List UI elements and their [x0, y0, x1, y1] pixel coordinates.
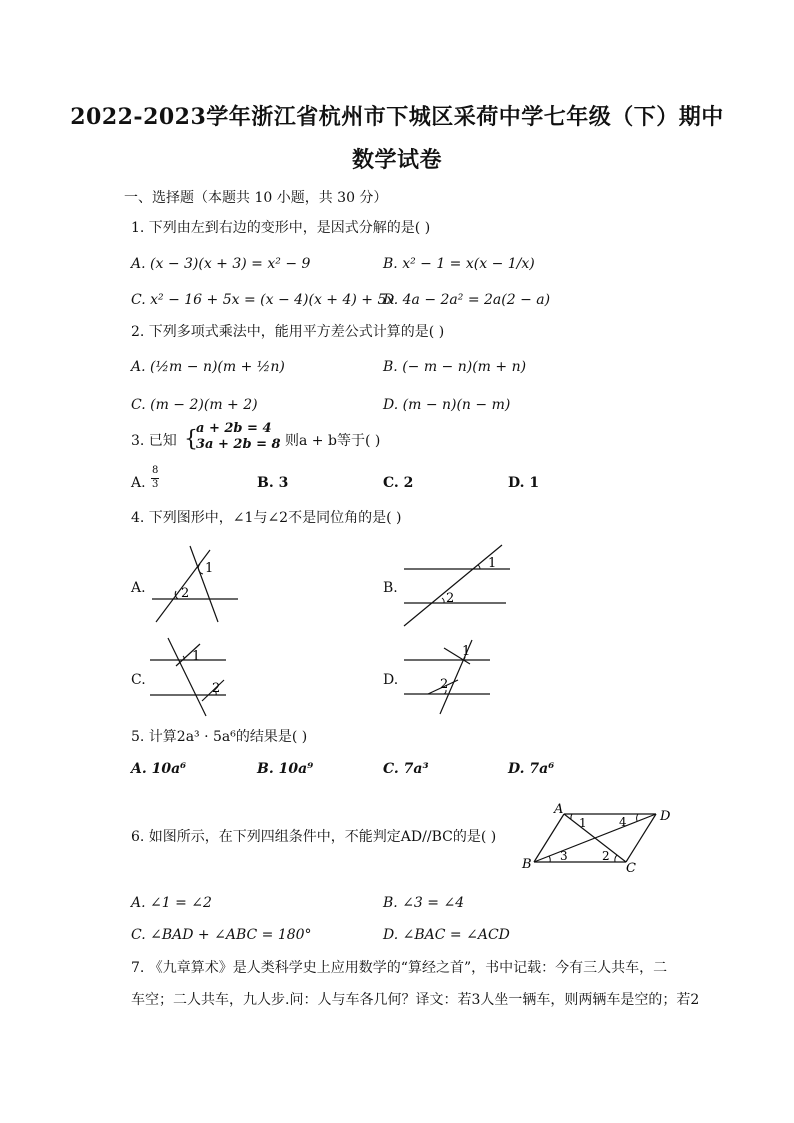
q6-point-b: B: [522, 857, 532, 872]
q4-figure-c: [148, 636, 230, 718]
q6-angle-3: 3: [560, 849, 568, 863]
q6-point-d: D: [660, 809, 671, 824]
q6-option-c: C. ∠BAD + ∠ABC = 180°: [131, 927, 312, 943]
q5-option-b: B. 10a⁹: [257, 761, 314, 777]
q6-option-d: D. ∠BAC = ∠ACD: [383, 927, 510, 943]
q4-option-a-label: A.: [131, 580, 146, 596]
q2-option-a: A. (½m − n)(m + ½n): [131, 359, 285, 375]
q6-angle-1: 1: [579, 816, 587, 830]
q4-option-b-label: B.: [383, 580, 398, 596]
q6-option-b: B. ∠3 = ∠4: [383, 895, 465, 911]
q6-parallelogram-figure: [518, 802, 676, 874]
q3-prefix: 3. 已知: [131, 433, 177, 449]
q4-figure-d: [400, 636, 495, 718]
q4c-angle-2: 2: [212, 681, 221, 696]
q3-option-d: D. 1: [508, 475, 540, 491]
exam-title-line1: 2022-2023学年浙江省杭州市下城区采荷中学七年级（下）期中: [70, 104, 724, 130]
q4-figure-a: [148, 542, 248, 627]
q2-option-d: D. (m − n)(n − m): [383, 397, 511, 413]
q7-line-2: 车空；二人共车，九人步.问：人与车各几何？译文：若3人坐一辆车，则两辆车是空的；若2: [131, 992, 700, 1008]
q6-point-c: C: [626, 861, 636, 874]
q5-stem: 5. 计算2a³ · 5a⁶的结果是( ): [131, 729, 308, 745]
q4c-angle-1: 1: [192, 649, 201, 664]
q3-brace: {: [184, 427, 198, 452]
q6-option-a: A. ∠1 = ∠2: [131, 895, 212, 911]
q3-option-a-numerator: 8: [152, 465, 159, 476]
q4a-angle-2: 2: [181, 586, 190, 601]
q5-option-a: A. 10a⁶: [131, 761, 187, 777]
q1-option-b: B. x² − 1 = x(x − 1/x): [383, 256, 535, 272]
q4-stem: 4. 下列图形中，∠1与∠2不是同位角的是( ): [131, 510, 402, 526]
q5-option-d: D. 7a⁶: [508, 761, 555, 777]
q4d-angle-1: 1: [462, 644, 471, 659]
q1-stem: 1. 下列由左到右边的变形中，是因式分解的是( ): [131, 220, 431, 236]
q2-stem: 2. 下列多项式乘法中，能用平方差公式计算的是( ): [131, 324, 445, 340]
q3-option-b: B. 3: [257, 475, 289, 491]
q3-option-c: C. 2: [383, 475, 414, 491]
q6-point-a: A: [554, 802, 564, 817]
q3-equation-2: 3a + 2b = 8: [196, 437, 281, 452]
q1-option-a: A. (x − 3)(x + 3) = x² − 9: [131, 256, 311, 272]
exam-title-line2: 数学试卷: [351, 147, 442, 173]
q3-option-a-denominator: 3: [152, 479, 159, 490]
q4-figure-b: [400, 540, 515, 630]
q7-line-1: 7. 《九章算术》是人类科学史上应用数学的“算经之首”，书中记载：今有三人共车，二: [131, 960, 668, 976]
q3-suffix: ，则a + b等于( ): [271, 433, 381, 449]
q1-option-c: C. x² − 16 + 5x = (x − 4)(x + 4) + 5x: [131, 292, 395, 308]
q6-angle-4: 4: [619, 815, 627, 829]
q5-option-c: C. 7a³: [383, 761, 429, 777]
q6-angle-2: 2: [602, 849, 610, 863]
q4-option-c-label: C.: [131, 672, 146, 688]
q4a-angle-1: 1: [205, 561, 214, 576]
q3-option-a-label: A.: [131, 475, 146, 491]
q4d-angle-2: 2: [440, 677, 449, 692]
q1-option-d: D. 4a − 2a² = 2a(2 − a): [383, 292, 551, 308]
q4-option-d-label: D.: [383, 672, 399, 688]
q4b-angle-2: 2: [446, 591, 455, 606]
q2-option-c: C. (m − 2)(m + 2): [131, 397, 258, 413]
section-heading: 一、选择题（本题共 10 小题，共 30 分）: [124, 190, 388, 206]
q6-stem: 6. 如图所示，在下列四组条件中，不能判定AD//BC的是( ): [131, 829, 497, 845]
q3-equation-1: a + 2b = 4: [196, 421, 272, 436]
q4b-angle-1: 1: [488, 556, 497, 571]
q2-option-b: B. (− m − n)(m + n): [383, 359, 527, 375]
